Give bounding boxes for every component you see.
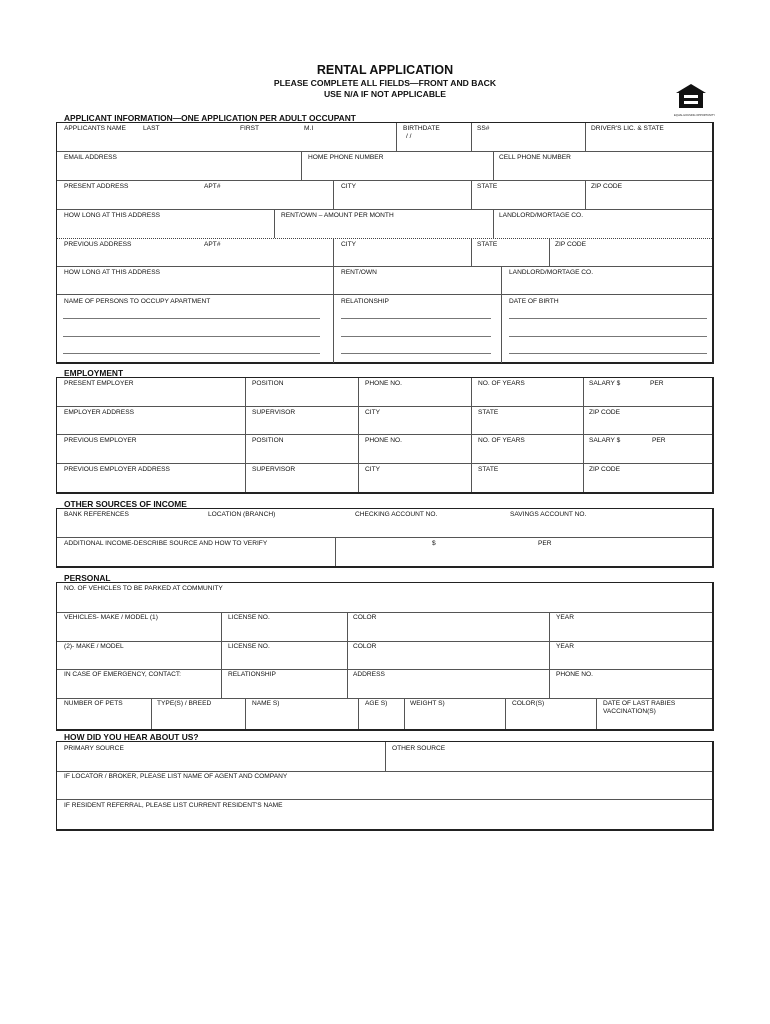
birthdate-format: / / [406,133,412,140]
form-title: RENTAL APPLICATION [316,63,454,77]
equal-housing-logo [674,83,715,117]
present-employer-field[interactable]: PRESENT EMPLOYER [64,380,134,387]
previous-state-field[interactable]: STATE [477,241,498,248]
occupant-name-line[interactable] [63,318,320,319]
present-apt-field[interactable]: APT# [204,183,221,190]
occupant-name-line[interactable] [63,353,320,354]
occupant-dob-line[interactable] [509,336,707,337]
employment-section [56,377,714,494]
section-heading-employment: EMPLOYMENT [64,368,124,378]
previous-salary-field[interactable]: SALARY $ [589,437,621,444]
vehicle-1-color-field[interactable]: COLOR [353,614,377,621]
applicants-name-label: APPLICANTS NAME [64,125,126,132]
present-landlord-field[interactable]: LANDLORD/MORTAGE CO. [499,212,584,219]
instructions-line-2: USE N/A IF NOT APPLICABLE [323,89,447,99]
cell-phone-field[interactable]: CELL PHONE NUMBER [499,154,571,161]
pet-breed-field[interactable]: TYPE(S) / BREED [157,700,212,707]
occupant-relationship-line[interactable] [341,353,491,354]
home-phone-field[interactable]: HOME PHONE NUMBER [308,154,384,161]
pet-colors-field[interactable]: COLOR(S) [512,700,545,707]
employer-state-field[interactable]: STATE [478,409,499,416]
previous-employer-phone-field[interactable]: PHONE NO. [365,437,403,444]
present-state-field[interactable]: STATE [477,183,498,190]
previous-employer-state-field[interactable]: STATE [478,466,499,473]
supervisor-field[interactable]: SUPERVISOR [252,409,296,416]
middle-initial-field[interactable]: M.I [304,125,314,132]
salary-field[interactable]: SALARY $ [589,380,621,387]
section-heading-income: OTHER SOURCES OF INCOME [64,499,187,509]
vehicle-2-license-field[interactable]: LICENSE NO. [228,643,270,650]
section-heading-referral: HOW DID YOU HEAR ABOUT US? [64,732,199,742]
additional-income-field[interactable]: ADDITIONAL INCOME-DESCRIBE SOURCE AND HOW TO VERIFY [64,540,268,547]
applicant-section [56,122,714,364]
equal-housing-icon [674,83,708,109]
emergency-contact-field[interactable]: IN CASE OF EMERGENCY, CONTACT: [64,671,181,678]
emergency-relationship-field[interactable]: RELATIONSHIP [228,671,276,678]
vehicle-1-year-field[interactable]: YEAR [556,614,574,621]
rent-own-amount-field[interactable]: RENT/OWN – AMOUNT PER MONTH [281,212,394,219]
previous-years-field[interactable]: NO. OF YEARS [478,437,525,444]
previous-position-field[interactable]: POSITION [252,437,284,444]
occupant-dob-label: DATE OF BIRTH [509,298,559,305]
rabies-date-label-1[interactable]: DATE OF LAST RABIES [603,700,676,707]
previous-city-field[interactable]: CITY [341,241,357,248]
previous-employer-city-field[interactable]: CITY [365,466,381,473]
checking-account-field[interactable]: CHECKING ACCOUNT NO. [355,511,438,518]
bank-references-field[interactable]: BANK REFERENCES [64,511,129,518]
emergency-address-field[interactable]: ADDRESS [353,671,385,678]
vehicle-2-year-field[interactable]: YEAR [556,643,574,650]
additional-income-amount-field[interactable]: $ [432,540,436,547]
years-employed-field[interactable]: NO. OF YEARS [478,380,525,387]
birthdate-field[interactable]: BIRTHDATE [403,125,440,132]
section-heading-applicant: APPLICANT INFORMATION—ONE APPLICATION PER ADULT OCCUPANT [64,113,356,123]
email-field[interactable]: EMAIL ADDRESS [64,154,117,161]
employer-phone-field[interactable]: PHONE NO. [365,380,403,387]
how-long-previous-field[interactable]: HOW LONG AT THIS ADDRESS [64,269,160,276]
section-heading-personal: PERSONAL [64,573,111,583]
rabies-date-label-2: VACCINATION(S) [603,708,656,715]
ssn-field[interactable]: SS# [477,125,490,132]
pet-names-field[interactable]: NAME S) [252,700,280,707]
occupant-dob-line[interactable] [509,353,707,354]
instructions-line-1: PLEASE COMPLETE ALL FIELDS—FRONT AND BACK [273,78,497,88]
previous-zip-field[interactable]: ZIP CODE [555,241,587,248]
primary-source-field[interactable]: PRIMARY SOURCE [64,745,124,752]
previous-supervisor-field[interactable]: SUPERVISOR [252,466,296,473]
employer-city-field[interactable]: CITY [365,409,381,416]
first-name-field[interactable]: FIRST [240,125,260,132]
occupant-relationship-line[interactable] [341,318,491,319]
previous-apt-field[interactable]: APT# [204,241,221,248]
present-city-field[interactable]: CITY [341,183,357,190]
vehicle-count-field[interactable]: NO. OF VEHICLES TO BE PARKED AT COMMUNITY [64,585,223,592]
bank-location-field[interactable]: LOCATION (BRANCH) [208,511,276,518]
salary-period-field[interactable]: PER [650,380,664,387]
occupant-relationship-label: RELATIONSHIP [341,298,389,305]
previous-landlord-field[interactable]: LANDLORD/MORTAGE CO. [509,269,594,276]
vehicle-1-license-field[interactable]: LICENSE NO. [228,614,270,621]
pet-weights-field[interactable]: WEIGHT S) [410,700,445,707]
previous-employer-address-field[interactable]: PREVIOUS EMPLOYER ADDRESS [64,466,170,473]
previous-address-field[interactable]: PREVIOUS ADDRESS [64,241,132,248]
previous-employer-field[interactable]: PREVIOUS EMPLOYER [64,437,137,444]
locator-broker-field[interactable]: IF LOCATOR / BROKER, PLEASE LIST NAME OF AGENT AND COMPANY [64,773,288,780]
vehicle-2-make-model-field[interactable]: (2)- MAKE / MODEL [64,643,124,650]
logo-caption: EQUAL HOUSING OPPORTUNITY [674,114,715,117]
occupant-dob-line[interactable] [509,318,707,319]
employer-zip-field[interactable]: ZIP CODE [589,409,621,416]
vehicle-2-color-field[interactable]: COLOR [353,643,377,650]
present-zip-field[interactable]: ZIP CODE [591,183,623,190]
drivers-license-field[interactable]: DRIVER'S LIC. & STATE [591,125,664,132]
previous-salary-period-field[interactable]: PER [652,437,666,444]
employer-address-field[interactable]: EMPLOYER ADDRESS [64,409,134,416]
resident-referral-field[interactable]: IF RESIDENT REFERRAL, PLEASE LIST CURRENT RESIDENT'S NAME [64,802,283,809]
how-long-present-field[interactable]: HOW LONG AT THIS ADDRESS [64,212,160,219]
previous-employer-zip-field[interactable]: ZIP CODE [589,466,621,473]
emergency-phone-field[interactable]: PHONE NO. [556,671,594,678]
rent-own-field[interactable]: RENT/OWN [341,269,377,276]
occupant-name-line[interactable] [63,336,320,337]
additional-income-period-field[interactable]: PER [538,540,552,547]
last-name-field[interactable]: LAST [143,125,160,132]
vehicle-1-make-model-field[interactable]: VEHICLES- MAKE / MODEL (1) [64,614,158,621]
occupant-relationship-line[interactable] [341,336,491,337]
pet-ages-field[interactable]: AGE S) [365,700,388,707]
position-field[interactable]: POSITION [252,380,284,387]
number-of-pets-field[interactable]: NUMBER OF PETS [64,700,123,707]
other-source-field[interactable]: OTHER SOURCE [392,745,446,752]
savings-account-field[interactable]: SAVINGS ACCOUNT NO. [510,511,587,518]
occupants-label: NAME OF PERSONS TO OCCUPY APARTMENT [64,298,211,305]
present-address-field[interactable]: PRESENT ADDRESS [64,183,129,190]
